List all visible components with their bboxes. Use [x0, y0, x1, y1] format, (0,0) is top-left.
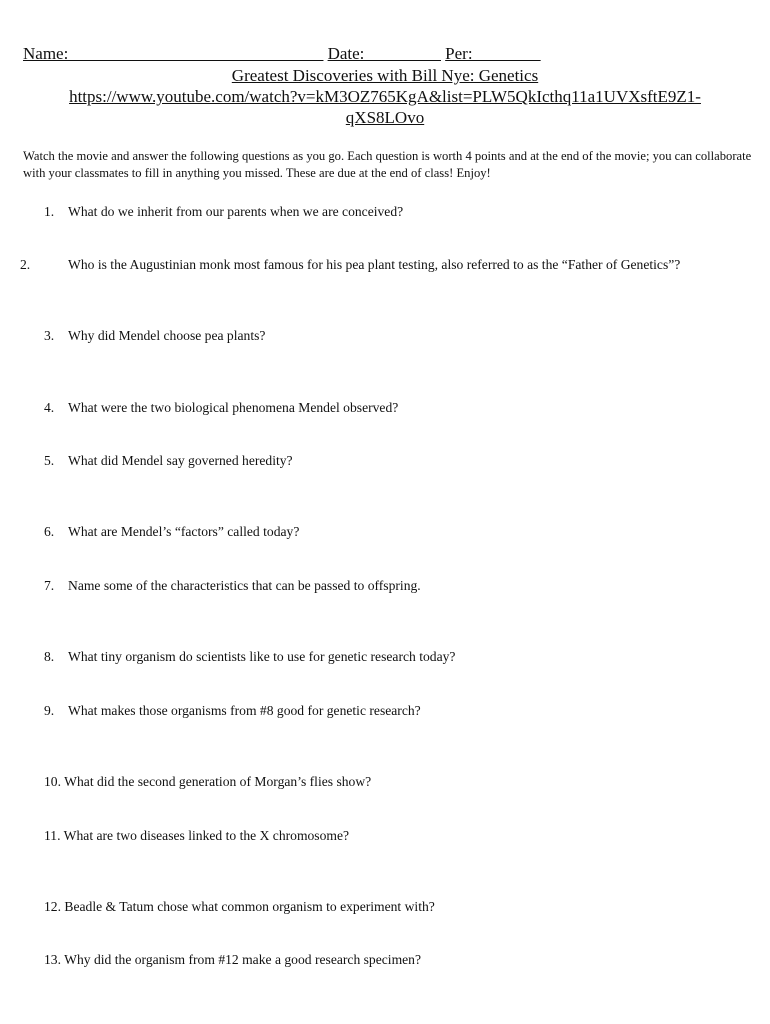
question-3: [44, 322, 744, 350]
question-text: What did Mendel say governed heredity?: [68, 453, 293, 468]
worksheet-title: Greatest Discoveries with Bill Nye: Genetics: [231, 66, 539, 85]
video-link-line-1[interactable]: https://www.youtube.com/watch?v=kM3OZ765KgA&list=PLW5QkIcthq11a1UVXsftE9Z1-: [69, 87, 701, 106]
question-7: [44, 572, 744, 600]
question-number: 13.: [44, 952, 61, 967]
question-text: Why did Mendel choose pea plants?: [68, 328, 266, 343]
period-field[interactable]: Per:________: [445, 44, 541, 63]
question-11: [44, 822, 744, 850]
question-number: 9.: [44, 703, 55, 718]
question-text: Who is the Augustinian monk most famous for his pea plant testing, also referred to as the “Father of Genetics”?: [68, 257, 681, 272]
question-5: [44, 447, 744, 475]
question-number: 3.: [44, 328, 55, 343]
question-number: 1.: [44, 204, 55, 219]
question-text: Name some of the characteristics that can be passed to offspring.: [68, 578, 421, 593]
question-9: [44, 697, 744, 725]
video-link-line-2[interactable]: qXS8LOvo: [345, 108, 425, 127]
name-field[interactable]: Name:______________________________: [23, 44, 324, 63]
question-number: 6.: [44, 524, 55, 539]
question-text: What tiny organism do scientists like to use for genetic research today?: [68, 649, 456, 664]
question-6: [44, 518, 744, 546]
question-number: 2.: [20, 257, 31, 272]
question-text: What are Mendel’s “factors” called today?: [68, 524, 300, 539]
question-text: What did the second generation of Morgan’s flies show?: [64, 774, 372, 789]
question-8: [44, 643, 744, 671]
question-text: What makes those organisms from #8 good for genetic research?: [68, 703, 421, 718]
question-4: [44, 394, 744, 422]
question-2: [20, 251, 748, 279]
question-text: What do we inherit from our parents when we are conceived?: [68, 204, 404, 219]
question-12: [44, 893, 744, 921]
question-number: 10.: [44, 774, 61, 789]
question-text: Beadle & Tatum chose what common organism to experiment with?: [64, 899, 435, 914]
instructions: Watch the movie and answer the following questions as you go. Each question is worth 4 points and at the end of the movie; you can collaborate with your classmates to fill in anything you missed. These are due at the end of class! Enjoy!: [23, 149, 752, 180]
question-13: [44, 946, 744, 974]
date-field[interactable]: Date:_________: [327, 44, 441, 63]
question-number: 8.: [44, 649, 55, 664]
question-number: 4.: [44, 400, 55, 415]
question-number: 7.: [44, 578, 55, 593]
question-text: Why did the organism from #12 make a good research specimen?: [64, 952, 422, 967]
question-number: 5.: [44, 453, 55, 468]
question-text: What are two diseases linked to the X chromosome?: [63, 828, 350, 843]
question-number: 11.: [44, 828, 61, 843]
header-fields: [23, 44, 763, 64]
question-1: [44, 198, 744, 226]
question-text: What were the two biological phenomena Mendel observed?: [68, 400, 399, 415]
question-10: [44, 768, 744, 796]
question-number: 12.: [44, 899, 61, 914]
